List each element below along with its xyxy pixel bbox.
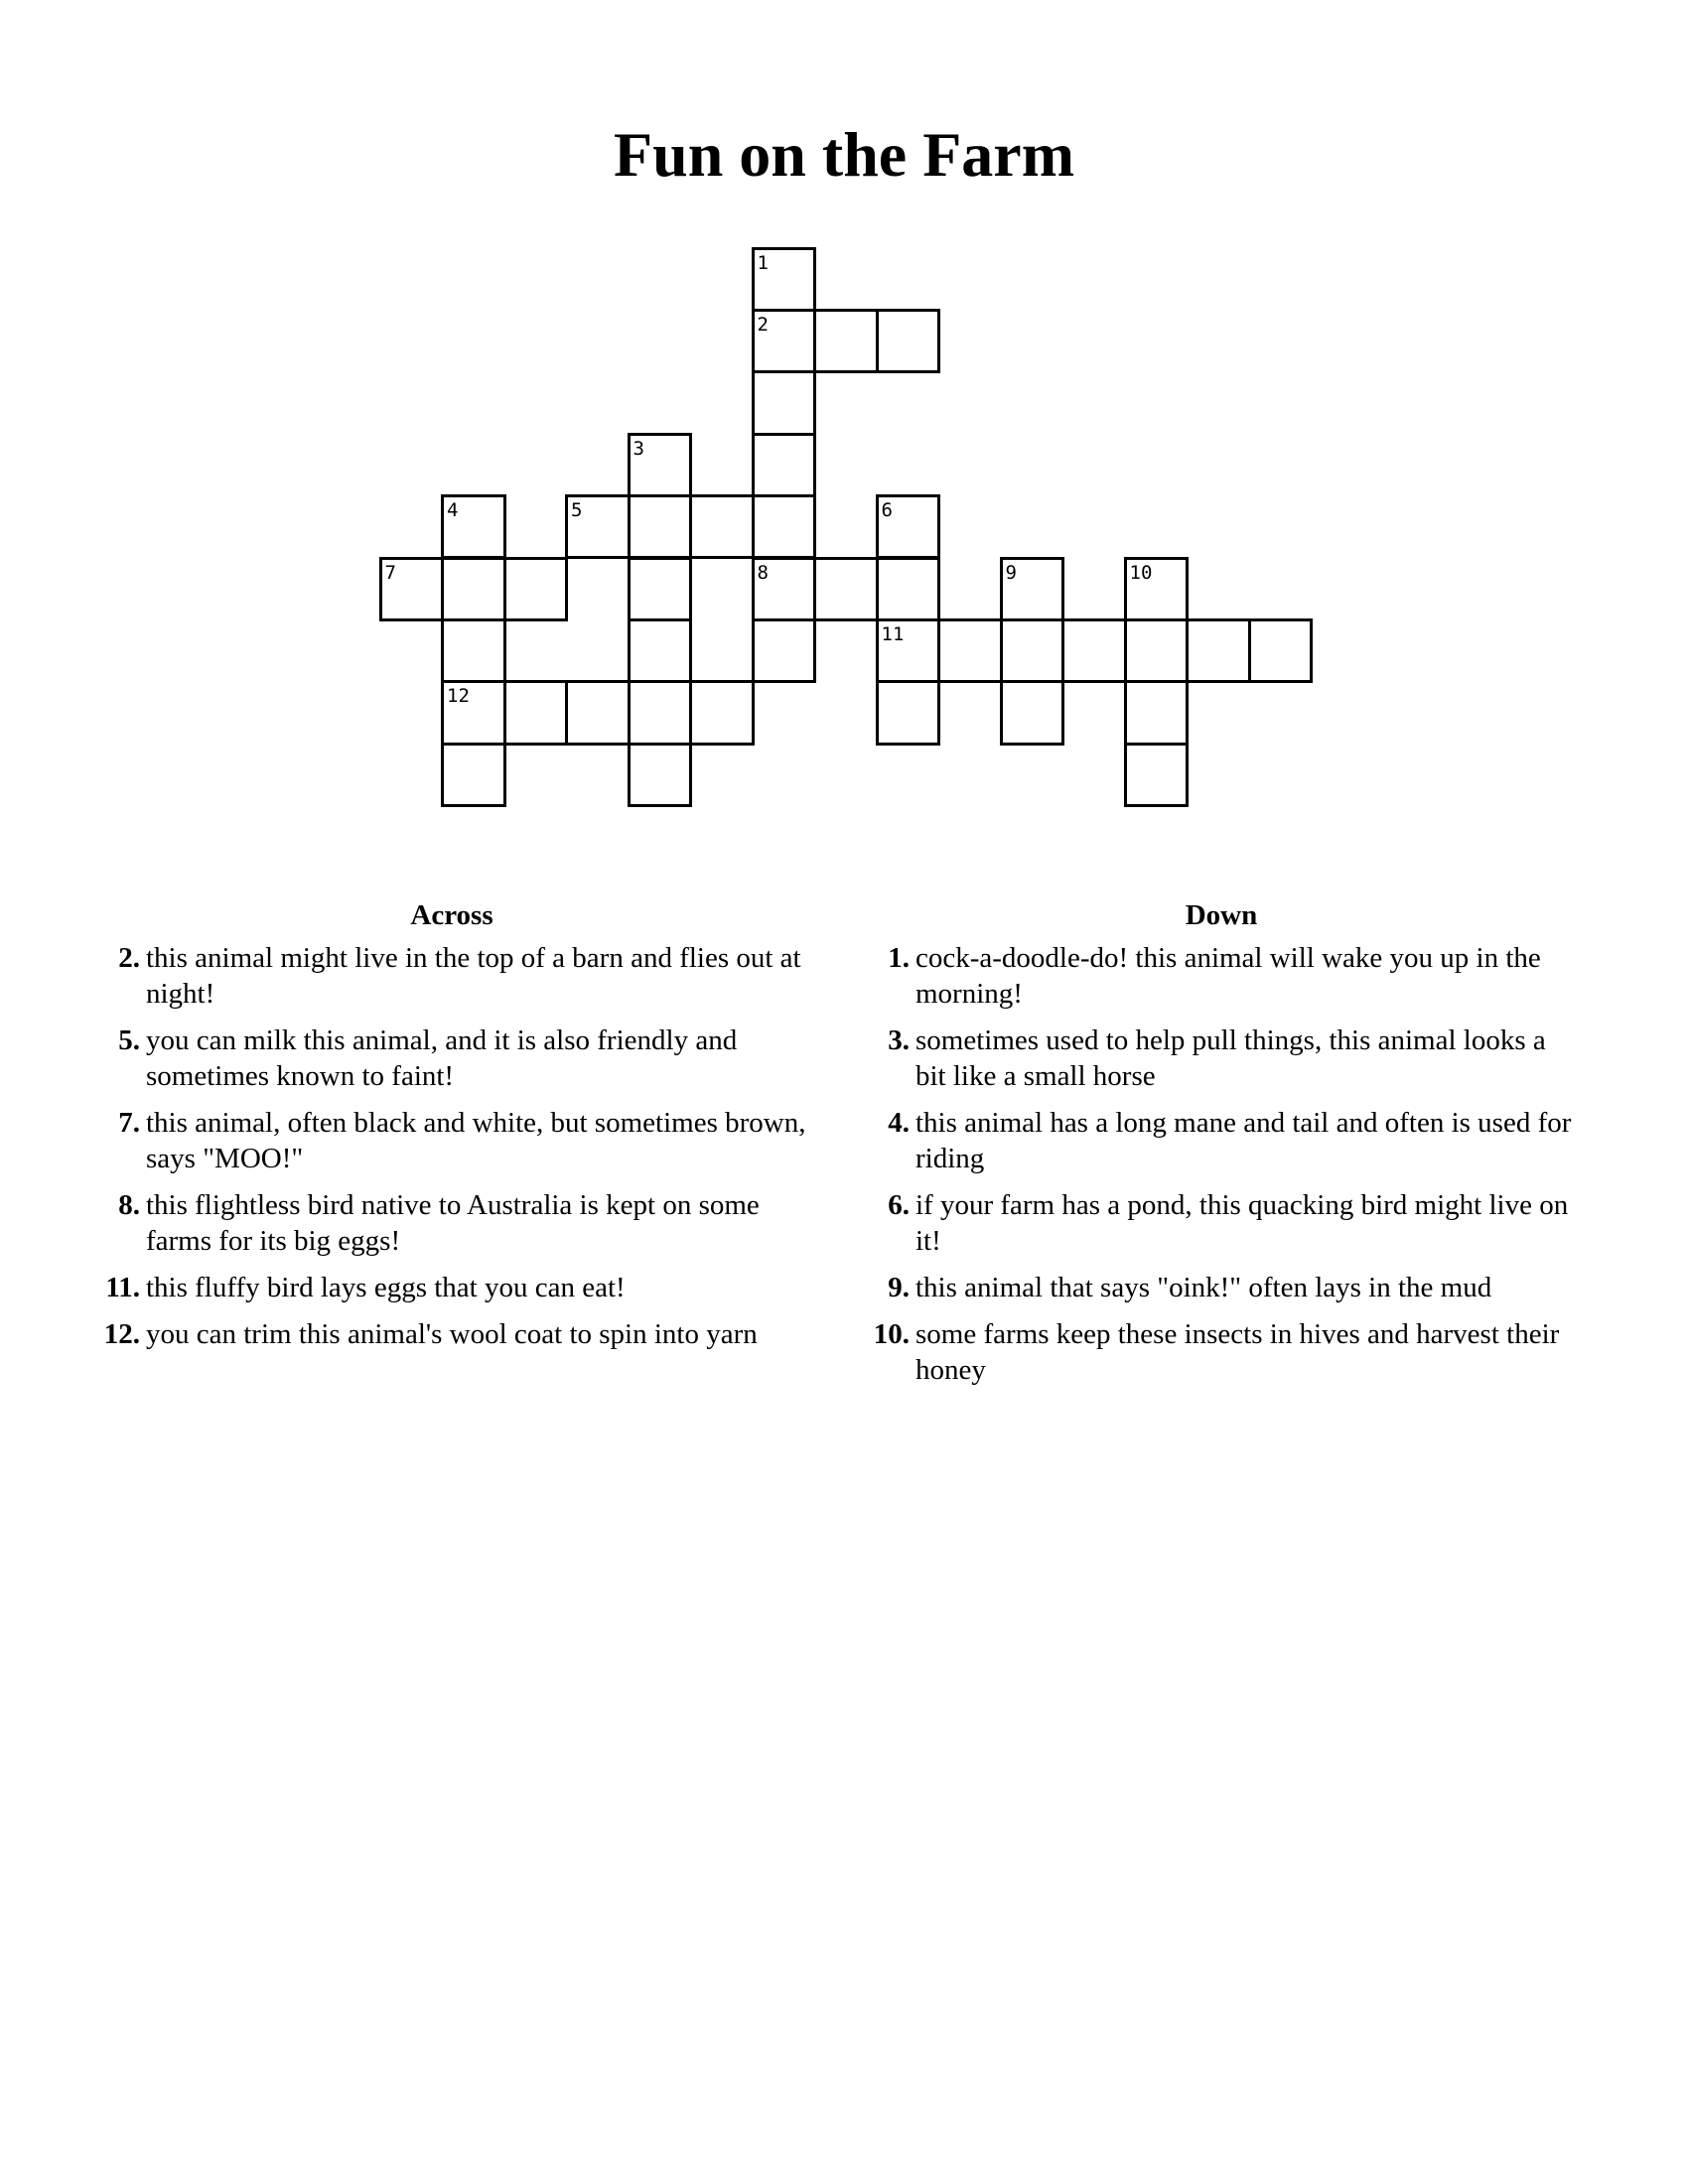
clue-text: this animal that says "oink!" often lays in the mud: [915, 1272, 1492, 1303]
grid-cell[interactable]: [628, 680, 693, 745]
clue-number: 4.: [888, 1107, 910, 1139]
grid-cell[interactable]: [1124, 618, 1190, 683]
grid-cell[interactable]: [565, 494, 631, 559]
clue-text: this flightless bird native to Australia is kept on some farms for its big eggs!: [146, 1189, 760, 1257]
clue-number: 3.: [888, 1024, 910, 1056]
clue-number: 11.: [105, 1272, 140, 1303]
grid-cell[interactable]: [876, 680, 941, 745]
grid-cell[interactable]: [441, 680, 506, 745]
grid-cell[interactable]: [689, 680, 755, 745]
grid-cell[interactable]: [441, 557, 506, 621]
clue-number: 12.: [103, 1318, 140, 1350]
grid-cell[interactable]: [752, 247, 817, 312]
clue-text: some farms keep these insects in hives and harvest their honey: [915, 1318, 1560, 1386]
clue-number: 1.: [888, 942, 910, 974]
clue-across-12: [94, 1316, 809, 1352]
clue-down-10: [864, 1316, 1579, 1388]
grid-cell[interactable]: [1000, 680, 1065, 745]
cell-number: 10: [1129, 561, 1153, 584]
cell-number: 8: [757, 561, 769, 584]
cell-number: 1: [757, 251, 769, 274]
grid-cell[interactable]: [876, 557, 941, 621]
cell-number: 7: [384, 561, 396, 584]
cell-number: 5: [571, 499, 583, 522]
grid-cell[interactable]: [628, 557, 693, 621]
grid-cell[interactable]: [813, 309, 879, 373]
clue-number: 9.: [888, 1272, 910, 1303]
grid-cell[interactable]: [503, 557, 569, 621]
cell-number: 9: [1005, 561, 1017, 584]
cell-number: 11: [881, 622, 905, 645]
grid-cell[interactable]: [1124, 680, 1190, 745]
clue-down-4: [864, 1105, 1579, 1176]
grid-cell[interactable]: [1124, 743, 1190, 807]
grid-cell[interactable]: [876, 618, 941, 683]
clue-down-1: [864, 940, 1579, 1012]
clue-text: cock-a-doodle-do! this animal will wake you up in the morning!: [915, 942, 1541, 1010]
grid-cell[interactable]: [441, 494, 506, 559]
cell-number: 12: [447, 685, 470, 708]
grid-cell[interactable]: [752, 557, 817, 621]
grid-cell[interactable]: [752, 618, 817, 683]
clue-text: this animal might live in the top of a barn and flies out at night!: [146, 942, 801, 1010]
clue-text: you can trim this animal's wool coat to spin into yarn: [146, 1318, 758, 1350]
grid-cell[interactable]: [628, 494, 693, 559]
clue-across-5: [94, 1023, 809, 1094]
clue-across-2: [94, 940, 809, 1012]
clue-down-9: [864, 1270, 1579, 1305]
clue-down-3: [864, 1023, 1579, 1094]
grid-cell[interactable]: [752, 433, 817, 497]
grid-cell[interactable]: [876, 494, 941, 559]
grid-cell[interactable]: [813, 557, 879, 621]
cell-number: 4: [447, 499, 459, 522]
down-clues: [864, 898, 1579, 1399]
cell-number: 2: [757, 313, 769, 336]
grid-cell[interactable]: [441, 743, 506, 807]
grid-cell[interactable]: [937, 618, 1003, 683]
grid-cell[interactable]: [752, 494, 817, 559]
grid-cell[interactable]: [876, 309, 941, 373]
clue-across-8: [94, 1187, 809, 1259]
grid-cell[interactable]: [628, 618, 693, 683]
grid-cell[interactable]: [1186, 618, 1251, 683]
clue-down-6: [864, 1187, 1579, 1259]
clue-across-11: [94, 1270, 809, 1305]
grid-cell[interactable]: [503, 680, 569, 745]
page-title: Fun on the Farm: [614, 119, 1074, 190]
clue-number: 10.: [873, 1318, 910, 1350]
clue-text: this animal has a long mane and tail and often is used for riding: [915, 1107, 1572, 1174]
clue-number: 5.: [118, 1024, 140, 1056]
cell-number: 6: [881, 499, 893, 522]
clue-number: 7.: [118, 1107, 140, 1139]
clue-text: this animal, often black and white, but sometimes brown, says "MOO!": [146, 1107, 806, 1174]
clue-text: this fluffy bird lays eggs that you can eat!: [146, 1272, 626, 1303]
clue-text: sometimes used to help pull things, this animal looks a bit like a small horse: [915, 1024, 1546, 1092]
clue-number: 8.: [118, 1189, 140, 1221]
grid-cell[interactable]: [752, 309, 817, 373]
grid-cell[interactable]: [379, 557, 445, 621]
clue-across-7: [94, 1105, 809, 1176]
grid-cell[interactable]: [628, 743, 693, 807]
grid-cell[interactable]: [1248, 618, 1314, 683]
clue-text: if your farm has a pond, this quacking bird might live on it!: [915, 1189, 1569, 1257]
clue-number: 6.: [888, 1189, 910, 1221]
clue-number: 2.: [118, 942, 140, 974]
grid-cell[interactable]: [565, 680, 631, 745]
grid-cell[interactable]: [1124, 557, 1190, 621]
grid-cell[interactable]: [1000, 618, 1065, 683]
across-heading: Across: [410, 899, 493, 931]
clue-text: you can milk this animal, and it is also friendly and sometimes known to faint!: [146, 1024, 738, 1092]
grid-cell[interactable]: [1061, 618, 1127, 683]
cell-number: 3: [633, 437, 644, 460]
across-clues: [94, 898, 809, 1363]
grid-cell[interactable]: [1000, 557, 1065, 621]
grid-cell[interactable]: [628, 433, 693, 497]
grid-cell[interactable]: [689, 494, 755, 559]
grid-cell[interactable]: [441, 618, 506, 683]
grid-cell[interactable]: [752, 370, 817, 435]
down-heading: Down: [1185, 899, 1258, 931]
